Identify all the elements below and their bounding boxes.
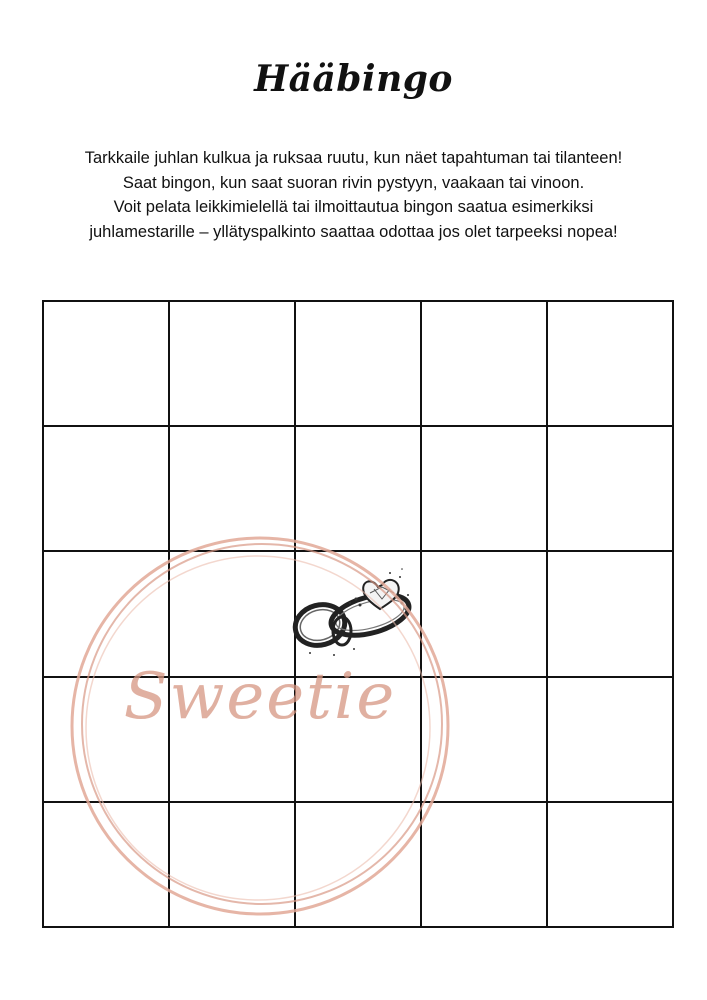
bingo-cell[interactable] xyxy=(169,551,295,676)
page-title: Hääbingo xyxy=(254,58,453,100)
bingo-cell[interactable] xyxy=(169,802,295,927)
bingo-cell[interactable] xyxy=(421,551,547,676)
instructions xyxy=(30,146,677,244)
bingo-cell[interactable] xyxy=(43,802,169,927)
bingo-cell[interactable] xyxy=(169,301,295,426)
bingo-cell[interactable] xyxy=(421,301,547,426)
bingo-cell[interactable] xyxy=(421,426,547,551)
wedding-rings-icon xyxy=(290,565,416,661)
bingo-cell[interactable] xyxy=(547,551,673,676)
grid-row xyxy=(43,426,673,551)
instruction-line: juhlamestarille – yllätyspalkinto saattaa odottaa jos olet tarpeeksi nopea! xyxy=(89,222,618,241)
instruction-line: Voit pelata leikkimielellä tai ilmoittautua bingon saatua esimerkiksi xyxy=(113,198,594,216)
bingo-cell[interactable] xyxy=(295,677,421,802)
bingo-cell[interactable] xyxy=(43,677,169,802)
bingo-cell[interactable] xyxy=(43,551,169,676)
watermark-text: Sweetie xyxy=(123,660,397,734)
bingo-cell[interactable] xyxy=(547,677,673,802)
bingo-cell[interactable] xyxy=(295,301,421,426)
bingo-cell[interactable] xyxy=(43,426,169,551)
bingo-cell[interactable] xyxy=(169,677,295,802)
bingo-cell[interactable] xyxy=(547,301,673,426)
bingo-cell[interactable] xyxy=(421,677,547,802)
grid-row xyxy=(43,677,673,802)
bingo-cell[interactable] xyxy=(295,802,421,927)
bingo-cell[interactable] xyxy=(421,802,547,927)
bingo-cell[interactable] xyxy=(547,426,673,551)
grid-row xyxy=(43,301,673,426)
grid-row xyxy=(43,802,673,927)
bingo-cell[interactable] xyxy=(295,426,421,551)
bingo-cell[interactable] xyxy=(169,426,295,551)
bingo-cell[interactable] xyxy=(43,301,169,426)
instruction-line: Saat bingon, kun saat suoran rivin pystyyn, vaakaan tai vinoon. xyxy=(122,173,585,192)
bingo-cell[interactable] xyxy=(547,802,673,927)
instruction-line: Tarkkaile juhlan kulkua ja ruksaa ruutu, kun näet tapahtuman tai tilanteen! xyxy=(84,149,623,167)
